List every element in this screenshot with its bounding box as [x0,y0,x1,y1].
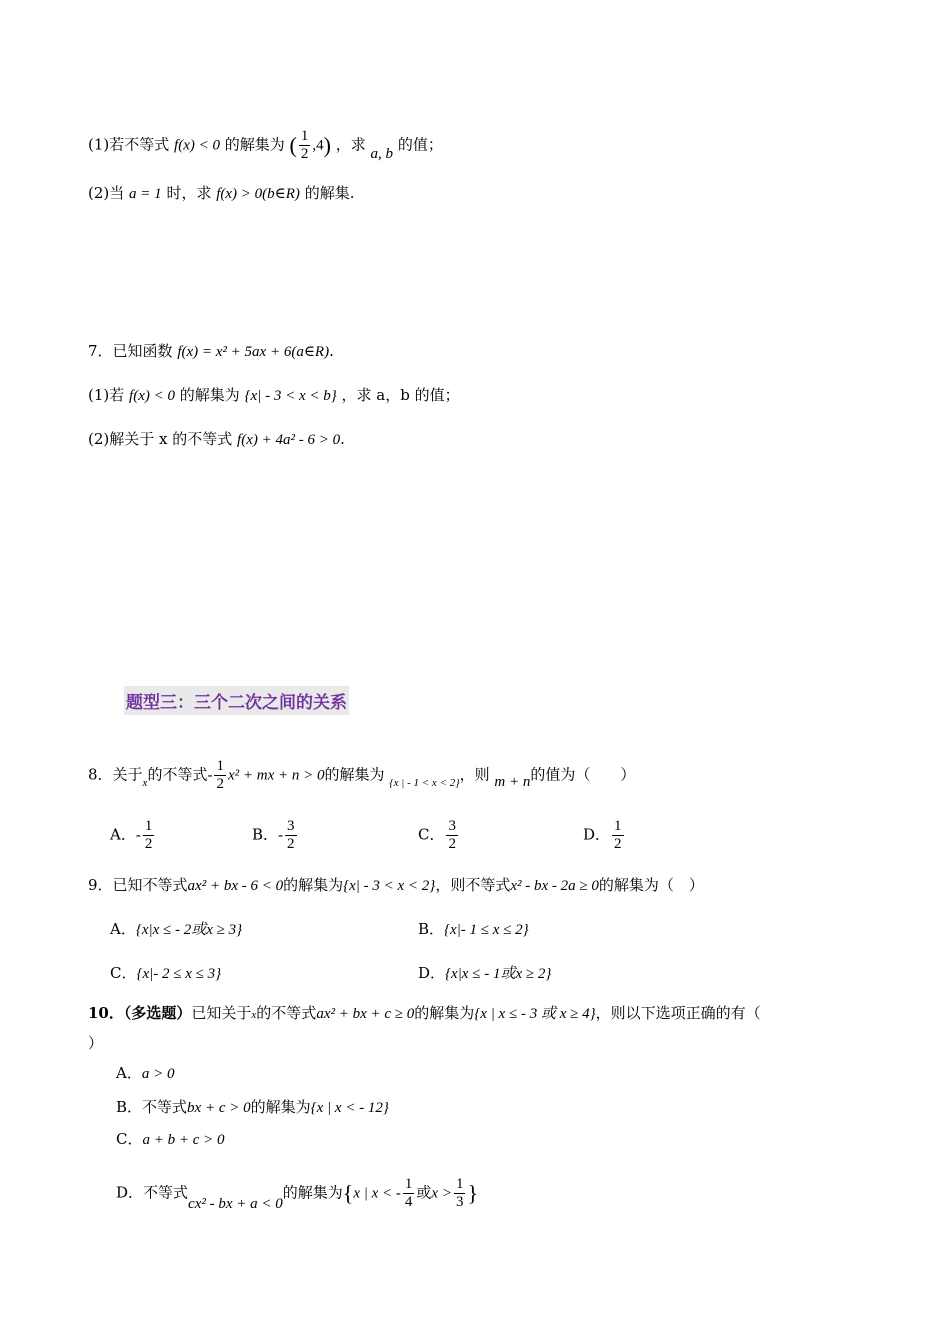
q8-fraction: $\frac{1}{2}$ [216,758,224,792]
q9-ineq2: x² - bx - 2a ≥ 0 [510,878,599,894]
q6-p1-ineq: f(x) < 0 [174,137,220,154]
q10-option-b[interactable]: B．不等式bx + c > 0的解集为{x | x < - 12} [116,1098,389,1116]
q7-function: f(x) = x² + 5ax + 6(a∈R) [177,344,330,360]
q6-part1: (1)若不等式 f(x) < 0 的解集为 ( $\frac{1}{2}$ ,4) ，求 a, b 的值； [88,128,443,162]
q6-p2-cond: a = 1 [129,186,162,202]
q9-ineq1: ax² + bx - 6 < 0 [187,878,284,894]
q8-option-d[interactable]: D． $\frac{1}{2}$ [583,818,622,852]
q7-p1-ineq: f(x) < 0 [129,388,175,404]
q6-p1-mid: 的解集为 [224,135,285,154]
q10-stem: 10．（多选题）已知关于x的不等式ax² + bx + c ≥ 0的解集为{x | x ≤ - 3 或 x ≥ 4}，则以下选项正确的有（ [88,1004,761,1022]
q7-part2: (2)解关于 x 的不等式 f(x) + 4a² - 6 > 0. [88,430,345,448]
q8-stem: 8．关于$_x$的不等式- $\frac{1}{2}$ x² + mx + n > 0的解集为 $_{\{x | - 1 < x < 2\}}$，则 m + n的值为（ ） [88,758,636,792]
q7-part1 [88,384,460,407]
q6-p1-fraction: $\frac{1}{2}$ [300,128,309,162]
q8-end: 的值为（ ） [530,765,636,784]
q8-option-a[interactable]: A．- $\frac{1}{2}$ [110,818,153,852]
q7-p1-end: ，求 a，b 的值； [341,386,460,404]
q8-target: m + n [494,773,531,790]
q9-stem [88,874,704,897]
q7-p1-set: {x| - 3 < x < b} [244,388,337,404]
q10-number: 10． [88,1004,124,1022]
q7-stem-prefix: 7．已知函数 [88,342,173,360]
q7-p2-ineq: f(x) + 4a² - 6 > 0 [237,432,341,448]
section-heading: 题型三：三个二次之间的关系 [124,686,349,715]
q6-p1-ask: ，求 [335,135,366,154]
q9-option-c[interactable]: C．{x|- 2 ≤ x ≤ 3} [110,964,222,982]
q8-sol: 的解集为 [324,765,385,784]
q10-option-d[interactable]: D．不等式cx² - bx + a < 0的解集为{x | x < - $\frac{1}{4}$ 或x > $\frac{1}{3}$ } [116,1176,479,1212]
q8-prefix: 8．关于 [88,765,143,784]
q7-p2-prefix: (2)解关于 x 的不等式 [88,430,233,448]
q6-p1-vars: a, b [370,145,394,162]
q6-part2 [88,182,355,205]
q10-stem-close: ） [88,1034,104,1052]
q7-p1-mid: 的解集为 [179,386,240,404]
q6-p2-mid: 时，求 [166,184,212,202]
q9-ask: ，则不等式 [435,876,511,894]
q6-p1-tail: ,4 [312,137,324,154]
q9-option-d[interactable]: D．{x|x ≤ - 1或x ≥ 2} [418,964,552,982]
q8-mid: 的不等式 [147,765,208,784]
q8-ask: ，则 [459,765,490,784]
q8-option-b[interactable]: B．- $\frac{3}{2}$ [252,818,295,852]
q8-expr: x² + mx + n > 0 [227,767,325,784]
q6-p2-ineq: f(x) > 0(b∈R) [216,186,300,202]
q8-set: {x | - 1 < x < 2} [389,776,460,789]
q9-prefix: 9．已知不等式 [88,876,188,894]
q9-option-b[interactable]: B．{x|- 1 ≤ x ≤ 2} [418,920,529,938]
q10-option-a[interactable]: A．a > 0 [116,1064,175,1082]
q7-p1-prefix: (1)若 [88,386,125,404]
q9-set1: {x| - 3 < x < 2} [343,878,436,894]
q10-tag: （多选题） [123,1004,192,1022]
q10-set: {x | x ≤ - 3 或 x ≥ 4} [474,1006,596,1022]
q6-p2-end: 的解集. [304,184,355,202]
q8-option-c[interactable]: C． $\frac{3}{2}$ [418,818,456,852]
q6-p1-prefix: (1)若不等式 [88,135,170,154]
q6-p1-end: 的值； [397,135,443,154]
q6-p2-prefix: (2)当 [88,184,125,202]
q10-option-c[interactable]: C．a + b + c > 0 [116,1130,225,1148]
q10-ineq: ax² + bx + c ≥ 0 [316,1006,415,1022]
q7-stem: 7．已知函数 f(x) = x² + 5ax + 6(a∈R). [88,342,334,360]
q9-option-a[interactable]: A．{x|x ≤ - 2或x ≥ 3} [110,920,243,938]
q9-mid: 的解集为 [283,876,344,894]
q9-end: 的解集为（ ） [598,876,704,894]
q8-var: x [142,776,148,789]
